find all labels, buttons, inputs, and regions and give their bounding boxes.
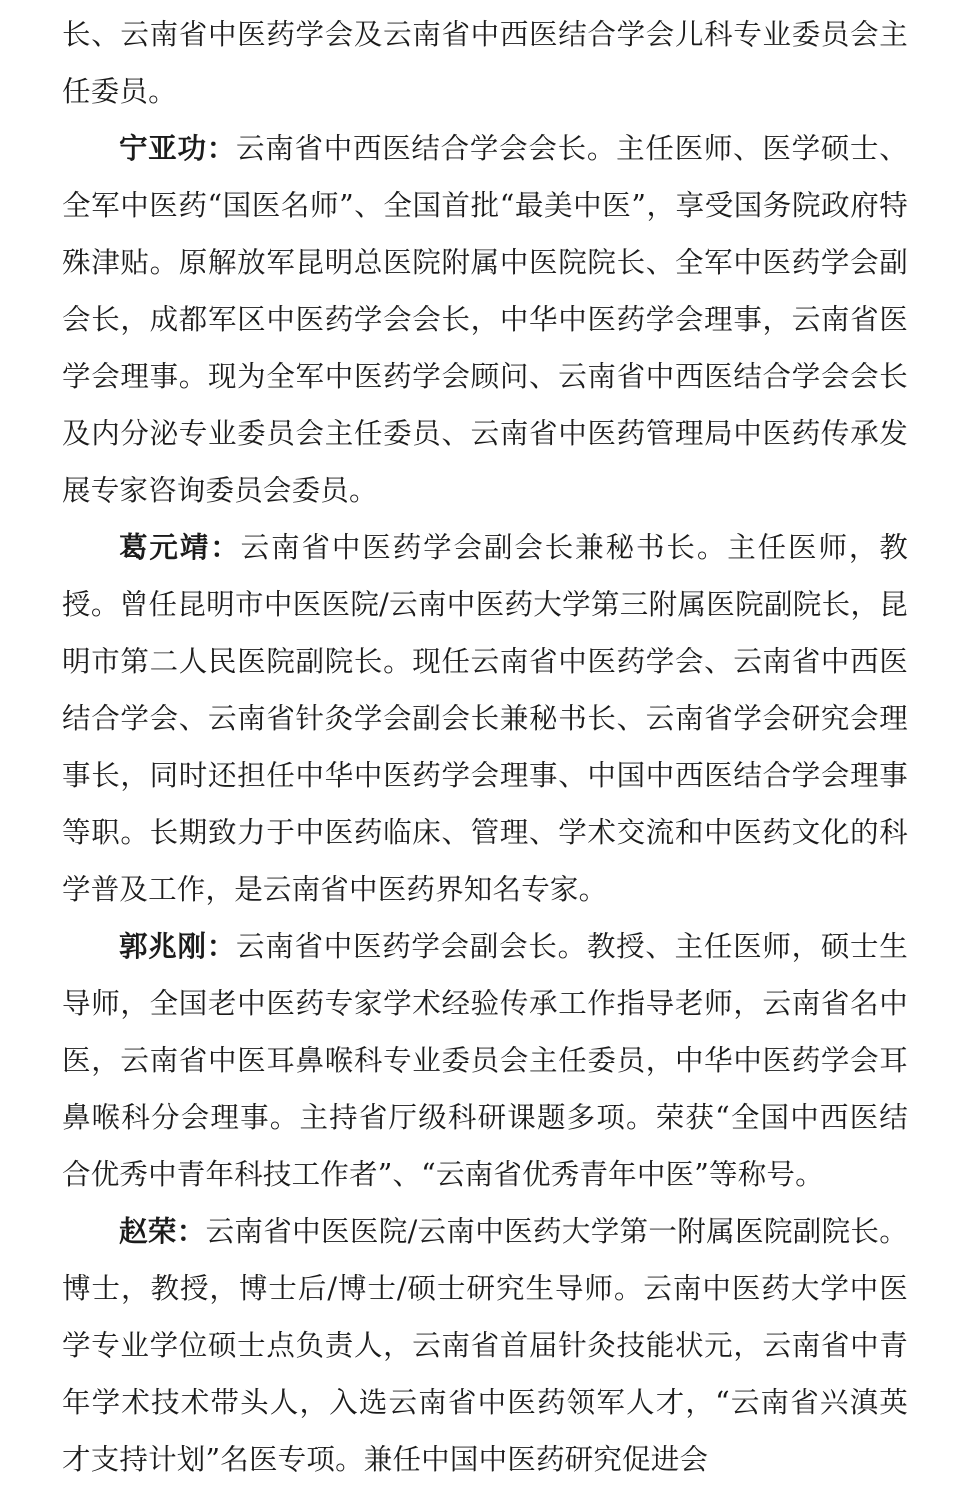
name-colon: ：	[206, 131, 236, 165]
name-colon: ：	[210, 530, 241, 564]
person-name: 赵荣	[119, 1214, 177, 1248]
person-name: 葛元靖	[119, 530, 211, 564]
paragraph-text: 长、云南省中医药学会及云南省中西医结合学会儿科专业委员会主任委员。	[62, 18, 908, 108]
paragraph-text: 云南省中医药学会副会长兼秘书长。主任医师，教授。曾任昆明市中医医院/云南中医药大学第三附属医院副院长，昆明市第二人民医院副院长。现任云南省中医药学会、云南省中西医结合学会、云南省针灸学会副会长兼秘书长、云南省学会研究会理事长，同时还担任中华中医药学会理事、中国中西医结合学会理事等职。长期致力于中医药临床、管理、学术交流和中医药文化的科学普及工作，是云南省中医药界知名专家。	[62, 531, 908, 906]
paragraph-text: 云南省中医药学会副会长。教授、主任医师，硕士生导师，全国老中医药专家学术经验传承工作指导老师，云南省名中医，云南省中医耳鼻喉科专业委员会主任委员，中华中医药学会耳鼻喉科分会理事。主持省厅级科研课题多项。荣获“全国中西医结合优秀中青年科技工作者”、“云南省优秀青年中医”等称号。	[62, 930, 908, 1191]
paragraph-continued	[62, 6, 908, 120]
name-colon: ：	[176, 1214, 206, 1248]
document-body	[62, 6, 908, 1488]
paragraph-ning-yagong	[62, 120, 908, 519]
person-name: 宁亚功	[119, 131, 207, 165]
paragraph-text: 云南省中医医院/云南中医药大学第一附属医院副院长。博士，教授，博士后/博士/硕士研究生导师。云南中医药大学中医学专业学位硕士点负责人，云南省首届针灸技能状元，云南省中青年学术技术带头人，入选云南省中医药领军人才，“云南省兴滇英才支持计划”名医专项。兼任中国中医药研究促进会	[62, 1215, 908, 1476]
person-name: 郭兆刚	[119, 929, 207, 963]
name-colon: ：	[206, 929, 236, 963]
paragraph-zhao-rong	[62, 1203, 908, 1488]
paragraph-guo-zhaogang	[62, 918, 908, 1203]
paragraph-ge-yuanjing	[62, 519, 908, 918]
paragraph-text: 云南省中西医结合学会会长。主任医师、医学硕士、全军中医药“国医名师”、全国首批“最美中医”，享受国务院政府特殊津贴。原解放军昆明总医院附属中医院院长、全军中医药学会副会长，成都军区中医药学会会长，中华中医药学会理事，云南省医学会理事。现为全军中医药学会顾问、云南省中西医结合学会会长及内分泌专业委员会主任委员、云南省中医药管理局中医药传承发展专家咨询委员会委员。	[62, 132, 908, 507]
